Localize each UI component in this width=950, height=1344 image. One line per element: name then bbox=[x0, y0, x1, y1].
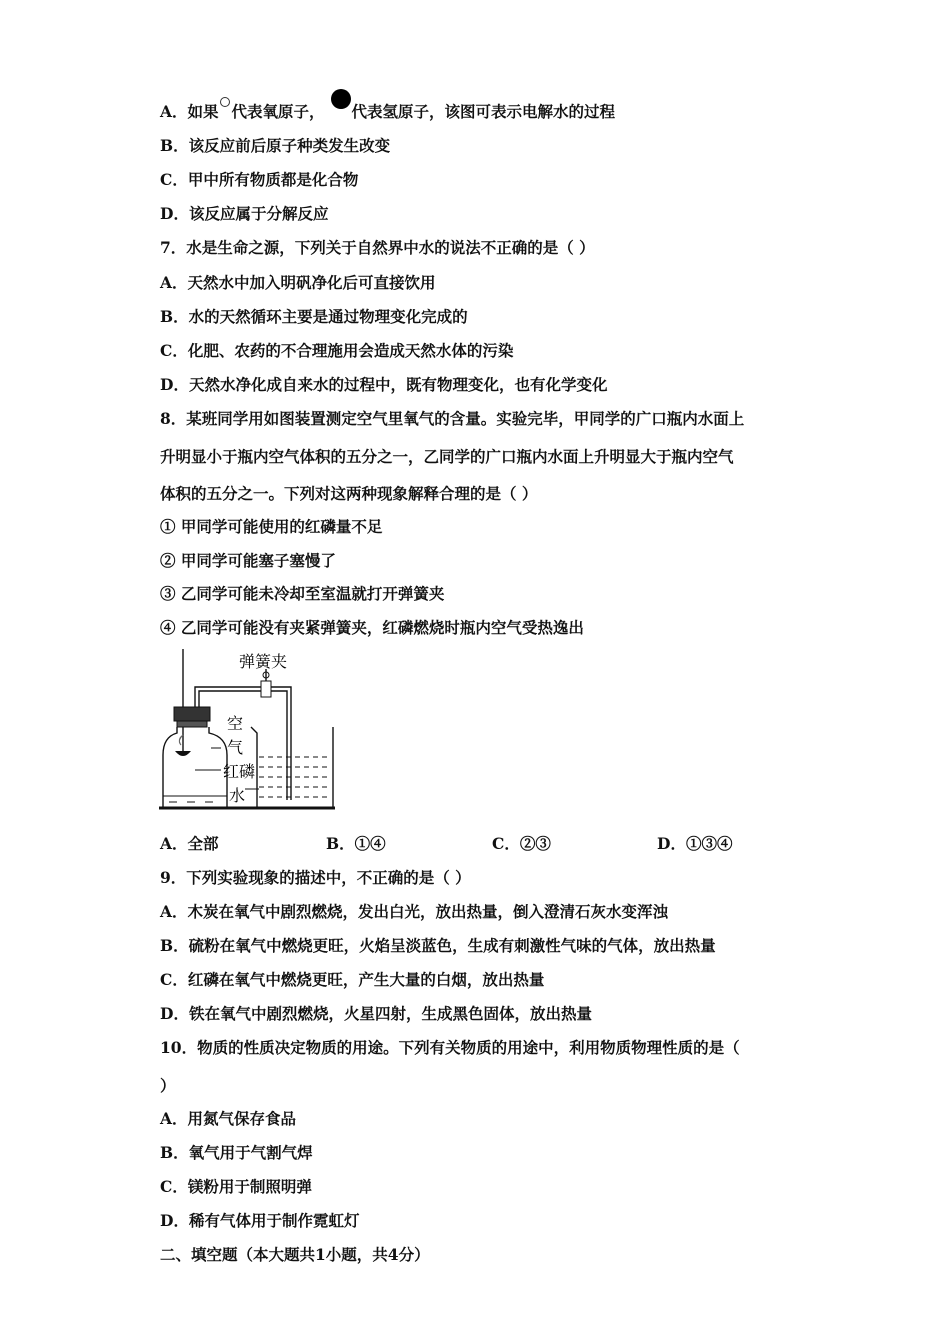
q8-statement-1: ① 甲同学可能使用的红磷量不足 bbox=[160, 517, 383, 536]
q8-option-a: A．全部 bbox=[160, 834, 219, 853]
q7-option-b: B．水的天然循环主要是通过物理变化完成的 bbox=[160, 307, 468, 326]
q8-option-d: D．①③④ bbox=[657, 834, 733, 853]
q6-option-b: B．该反应前后原子种类发生改变 bbox=[160, 136, 391, 155]
q6-option-d: D．该反应属于分解反应 bbox=[160, 204, 329, 223]
label-spring-clamp: 弹簧夹 bbox=[239, 652, 288, 671]
q8-option-c: C．②③ bbox=[492, 834, 551, 853]
label-water: 水 bbox=[229, 786, 246, 805]
stopper bbox=[174, 707, 210, 721]
combustion-spoon bbox=[175, 751, 191, 756]
q8-stem-line-2: 升明显小于瓶内空气体积的五分之一，乙同学的广口瓶内水面上升明显大于瓶内空气 bbox=[160, 447, 734, 466]
label-air-2: 气 bbox=[227, 738, 244, 757]
q9-stem: 9．下列实验现象的描述中，不正确的是（ ） bbox=[160, 868, 471, 887]
q6-option-c: C．甲中所有物质都是化合物 bbox=[160, 170, 359, 189]
q6-option-a bbox=[160, 89, 615, 122]
q8-option-b: B．①④ bbox=[326, 834, 386, 853]
q9-option-a: A．木炭在氧气中剧烈燃烧，发出白光，放出热量，倒入澄清石灰水变浑浊 bbox=[160, 902, 669, 921]
q9-option-c: C．红磷在氧气中燃烧更旺，产生大量的白烟，放出热量 bbox=[160, 970, 545, 989]
label-red-phosphorus: 红磷 bbox=[223, 762, 256, 781]
q8-stem-line-3: 体积的五分之一。下列对这两种现象解释合理的是（ ） bbox=[160, 484, 538, 503]
q8-statement-2: ② 甲同学可能塞子塞慢了 bbox=[160, 551, 336, 570]
q7-option-c: C．化肥、农药的不合理施用会造成天然水体的污染 bbox=[160, 341, 514, 360]
q10-option-c: C．镁粉用于制照明弹 bbox=[160, 1177, 312, 1196]
q10-stem-line-1: 10．物质的性质决定物质的用途。下列有关物质的用途中，利用物质物理性质的是（ bbox=[160, 1038, 740, 1057]
q8-statement-3: ③ 乙同学可能未冷却至室温就打开弹簧夹 bbox=[160, 584, 445, 603]
q7-stem: 7．水是生命之源，下列关于自然界中水的说法不正确的是（ ） bbox=[160, 238, 595, 257]
q10-option-b: B．氧气用于气割气焊 bbox=[160, 1143, 313, 1162]
q7-option-a: A．天然水中加入明矾净化后可直接饮用 bbox=[160, 273, 436, 292]
q8-statement-4: ④ 乙同学可能没有夹紧弹簧夹，红磷燃烧时瓶内空气受热逸出 bbox=[160, 618, 584, 637]
q9-option-b: B．硫粉在氧气中燃烧更旺，火焰呈淡蓝色，生成有刺激性气味的气体，放出热量 bbox=[160, 936, 716, 955]
q9-option-d: D．铁在氧气中剧烈燃烧，火星四射，生成黑色固体，放出热量 bbox=[160, 1004, 592, 1023]
apparatus-figure bbox=[155, 645, 345, 815]
section-2-heading: 二、填空题（本大题共1小题，共4分） bbox=[160, 1245, 430, 1264]
q6-option-a-text-3: 代表氢原子，该图可表示电解水的过程 bbox=[351, 102, 616, 121]
q6-option-a-text-2: 代表氧原子， bbox=[231, 102, 325, 121]
oxygen-atom-icon bbox=[220, 97, 230, 107]
beaker-water bbox=[259, 757, 331, 797]
q7-option-d: D．天然水净化成自来水的过程中，既有物理变化，也有化学变化 bbox=[160, 375, 608, 394]
q10-stem-line-2: ） bbox=[160, 1076, 176, 1095]
q10-option-d: D．稀有气体用于制作霓虹灯 bbox=[160, 1211, 360, 1230]
spring-clamp bbox=[261, 681, 271, 697]
hydrogen-atom-icon bbox=[331, 89, 351, 109]
q10-option-a: A．用氮气保存食品 bbox=[160, 1109, 297, 1128]
q6-option-a-text-1: A．如果 bbox=[160, 102, 219, 121]
label-air-1: 空 bbox=[227, 714, 244, 733]
q8-stem-line-1: 8．某班同学用如图装置测定空气里氧气的含量。实验完毕，甲同学的广口瓶内水面上 bbox=[160, 409, 745, 428]
